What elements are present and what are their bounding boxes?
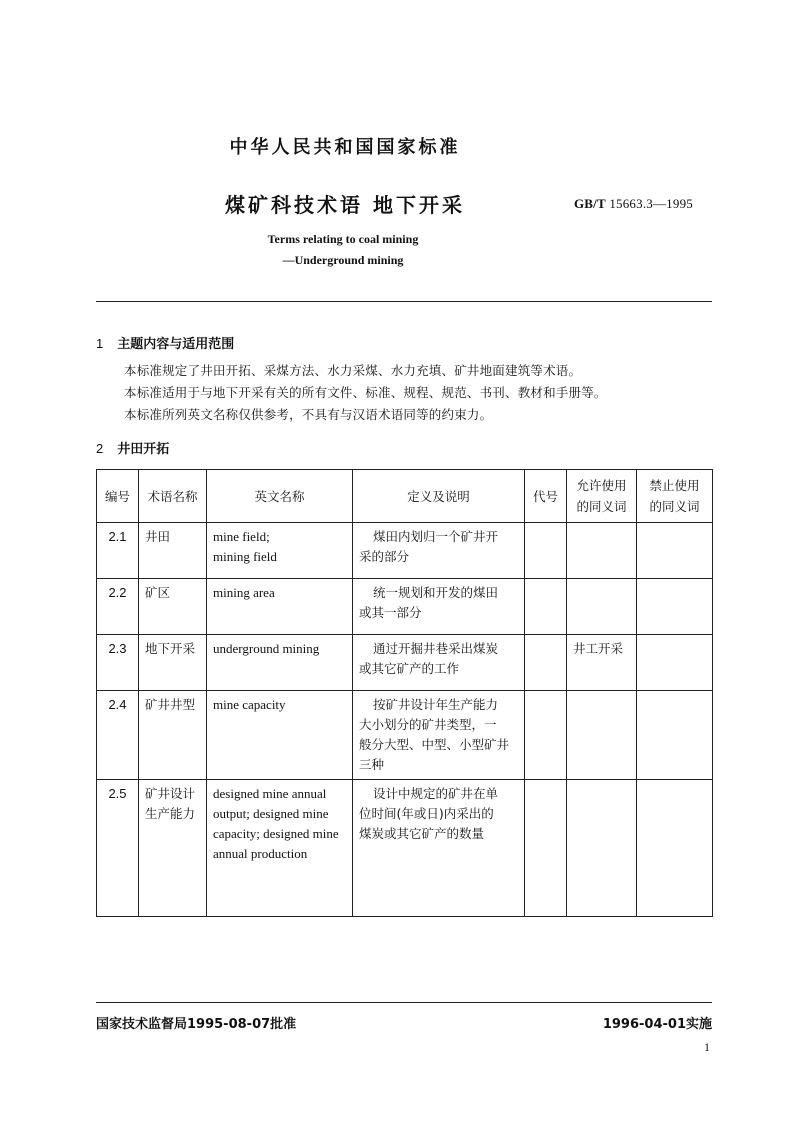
- english-line: capacity; designed mine: [213, 826, 339, 841]
- row-english: [207, 579, 353, 635]
- definition-line: 或其一部分: [359, 605, 422, 620]
- header-forbidden-synonyms: [637, 470, 713, 523]
- table-header-row: [97, 470, 713, 523]
- english-line: mining area: [213, 585, 275, 600]
- table-row: [97, 780, 713, 917]
- national-standard-heading: 中华人民共和国国家标准: [229, 137, 461, 158]
- definition-line: 煤田内划归一个矿井开: [373, 529, 499, 544]
- row-num: 2.1: [97, 523, 139, 579]
- term-line: 生产能力: [145, 806, 196, 821]
- row-forbidden: [637, 691, 713, 780]
- section-1-paragraph: 本标准规定了井田开拓、采煤方法、水力采煤、水力充填、矿井地面建筑等术语。: [124, 363, 582, 378]
- row-term: [139, 780, 207, 917]
- header-forbidden-line-2: 的同义词: [649, 499, 700, 514]
- english-line: mine field;: [213, 529, 270, 544]
- section-2-title: 井田开拓: [117, 442, 170, 457]
- standard-prefix: GB/T: [574, 196, 606, 211]
- header-allowed-synonyms: [567, 470, 637, 523]
- definition-line: 煤炭或其它矿产的数量: [359, 826, 485, 841]
- top-divider: [96, 301, 712, 302]
- implementation-date: 1996-04-01实施: [602, 1017, 712, 1032]
- english-line: output; designed mine: [213, 806, 329, 821]
- english-line: designed mine annual: [213, 786, 327, 801]
- header-forbidden-line-1: 禁止使用: [649, 478, 700, 493]
- english-line: underground mining: [213, 641, 320, 656]
- section-2-heading: [96, 438, 169, 457]
- row-allowed: [567, 780, 637, 917]
- row-code: [525, 579, 567, 635]
- section-1-number: 1: [96, 336, 104, 351]
- row-forbidden: [637, 635, 713, 691]
- row-allowed: [567, 579, 637, 635]
- row-allowed: [567, 691, 637, 780]
- definition-line: 般分大型、中型、小型矿井: [359, 737, 510, 752]
- definition-line: 三种: [359, 757, 385, 772]
- header-num: 编号: [97, 470, 139, 523]
- approval-line: 国家技术监督局1995-08-07批准: [96, 1017, 297, 1032]
- row-num: 2.2: [97, 579, 139, 635]
- definition-line: 采的部分: [359, 549, 410, 564]
- header-term: 术语名称: [139, 470, 207, 523]
- row-code: [525, 523, 567, 579]
- page-number: 1: [704, 1040, 710, 1054]
- row-definition: [353, 579, 525, 635]
- row-term: 矿井井型: [139, 691, 207, 780]
- standard-number: 15663.3—1995: [609, 196, 693, 211]
- header-code: 代号: [525, 470, 567, 523]
- row-num: 2.3: [97, 635, 139, 691]
- row-code: [525, 691, 567, 780]
- row-num: 2.5: [97, 780, 139, 917]
- definition-line: 统一规划和开发的煤田: [373, 585, 499, 600]
- bottom-divider: [96, 1002, 712, 1003]
- term-line: 矿井设计: [145, 786, 196, 801]
- english-line: annual production: [213, 846, 308, 861]
- definition-line: 通过开掘井巷采出煤炭: [373, 641, 499, 656]
- definition-line: 大小划分的矿井类型，一: [359, 717, 497, 732]
- row-forbidden: [637, 523, 713, 579]
- definition-line: 按矿井设计年生产能力: [373, 697, 499, 712]
- row-num: 2.4: [97, 691, 139, 780]
- row-forbidden: [637, 780, 713, 917]
- row-term: 井田: [139, 523, 207, 579]
- row-term: 地下开采: [139, 635, 207, 691]
- terms-table: [96, 469, 713, 917]
- table-row: [97, 691, 713, 780]
- standard-code: [574, 196, 693, 212]
- row-term: 矿区: [139, 579, 207, 635]
- table-row: [97, 635, 713, 691]
- row-english: [207, 780, 353, 917]
- row-definition: [353, 635, 525, 691]
- section-1-paragraph: 本标准所列英文名称仅供参考，不具有与汉语术语同等的约束力。: [124, 407, 493, 422]
- row-english: [207, 523, 353, 579]
- row-allowed: [567, 523, 637, 579]
- row-allowed: 井工开采: [567, 635, 637, 691]
- section-1-title: 主题内容与适用范围: [117, 337, 235, 352]
- row-definition: [353, 780, 525, 917]
- table-row: [97, 579, 713, 635]
- section-1-paragraph: 本标准适用于与地下开采有关的所有文件、标准、规程、规范、书刊、教材和手册等。: [124, 385, 607, 400]
- section-1-heading: [96, 333, 234, 352]
- row-definition: [353, 523, 525, 579]
- header-allowed-line-1: 允许使用: [576, 478, 627, 493]
- definition-line: 设计中规定的矿井在单: [373, 786, 499, 801]
- header-allowed-line-2: 的同义词: [576, 499, 627, 514]
- document-title: 煤矿科技术语 地下开采: [225, 193, 465, 217]
- english-line: mine capacity: [213, 697, 286, 712]
- row-code: [525, 635, 567, 691]
- english-title-line-2: —Underground mining: [282, 253, 404, 267]
- row-code: [525, 780, 567, 917]
- row-english: [207, 691, 353, 780]
- header-english: 英文名称: [207, 470, 353, 523]
- definition-line: 或其它矿产的工作: [359, 661, 460, 676]
- section-2-number: 2: [96, 441, 104, 456]
- header-definition: 定义及说明: [353, 470, 525, 523]
- table-row: [97, 523, 713, 579]
- row-forbidden: [637, 579, 713, 635]
- english-line: mining field: [213, 549, 277, 564]
- english-title-line-1: Terms relating to coal mining: [267, 232, 419, 246]
- row-english: [207, 635, 353, 691]
- definition-line: 位时间(年或日)内采出的: [359, 806, 494, 821]
- row-definition: [353, 691, 525, 780]
